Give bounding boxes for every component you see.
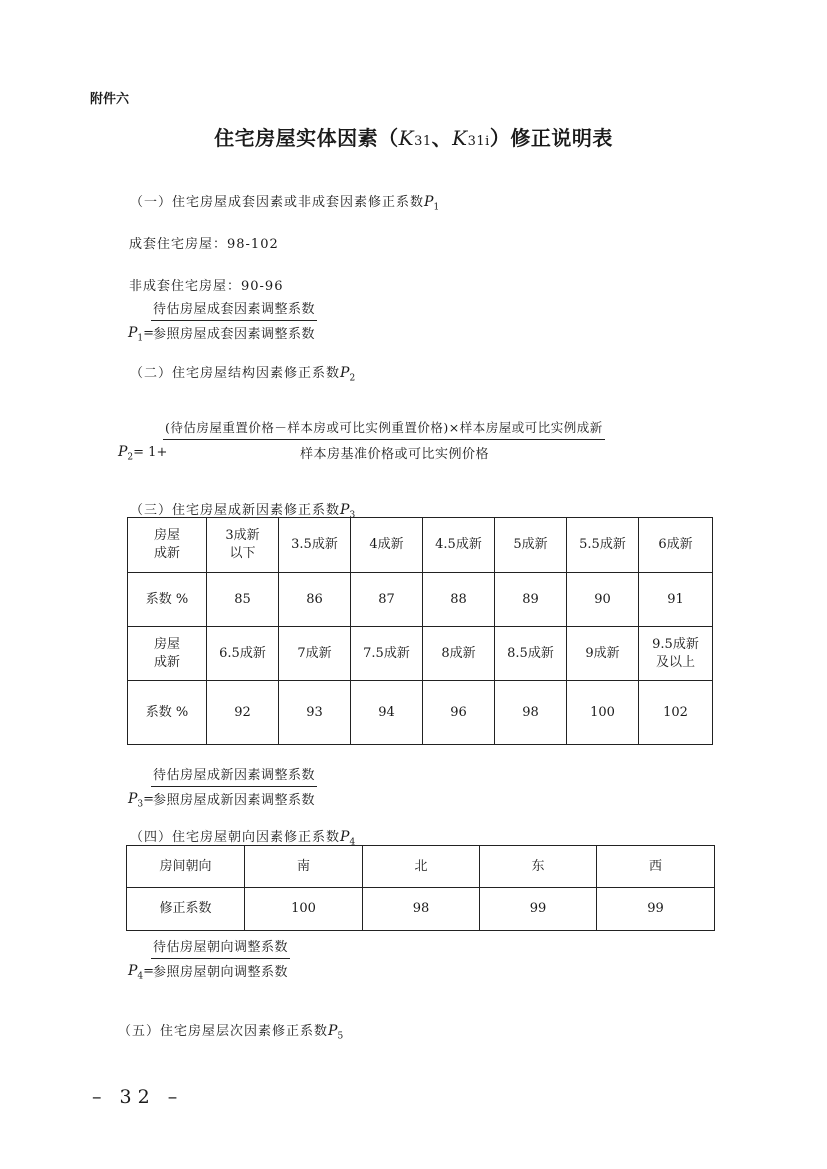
value-cell: 93: [279, 681, 351, 745]
p1-label: $P_1=$: [128, 325, 155, 344]
page-number: – 32 –: [92, 1086, 184, 1108]
row-label-coefficient: 系数 %: [128, 681, 207, 745]
condition-value-row-2: [128, 681, 713, 745]
value-cell: 86: [279, 573, 351, 627]
section-2-heading: （二）住宅房屋结构因素修正系数$P_2$: [130, 365, 357, 384]
condition-cell: 8.5成新: [495, 627, 567, 681]
p2-numerator: (待估房屋重置价格－样本房或可比实例重置价格)×样本房屋或可比实例成新: [163, 418, 605, 440]
p1-denominator: 参照房屋成套因素调整系数: [153, 327, 316, 342]
value-cell: 87: [351, 573, 423, 627]
value-cell: 89: [495, 573, 567, 627]
condition-value-row-1: [128, 573, 713, 627]
section-4-heading: （四）住宅房屋朝向因素修正系数$P_4$: [130, 829, 357, 848]
section-3-heading: （三）住宅房屋成新因素修正系数$P_3$: [130, 502, 357, 521]
value-cell: 102: [639, 681, 713, 745]
p1-numerator: 待估房屋成套因素调整系数: [151, 298, 317, 321]
value-cell: 99: [480, 888, 597, 931]
value-cell: 96: [423, 681, 495, 745]
condition-header-row-1: [128, 518, 713, 573]
condition-cell: 8成新: [423, 627, 495, 681]
value-cell: 88: [423, 573, 495, 627]
value-cell: 92: [207, 681, 279, 745]
condition-cell: 7.5成新: [351, 627, 423, 681]
condition-cell: 6.5成新: [207, 627, 279, 681]
p3-denominator: 参照房屋成新因素调整系数: [153, 793, 316, 808]
orientation-table: [126, 845, 715, 931]
value-cell: 98: [495, 681, 567, 745]
p4-denominator: 参照房屋朝向调整系数: [153, 965, 289, 980]
direction-cell: 东: [480, 846, 597, 888]
value-cell: 91: [639, 573, 713, 627]
row-label-condition: 房屋 成新: [128, 518, 207, 573]
condition-cell: 4.5成新: [423, 518, 495, 573]
row-label-coefficient: 系数 %: [128, 573, 207, 627]
p3-label: $P_3=$: [128, 791, 155, 810]
row-label-condition: 房屋 成新: [128, 627, 207, 681]
p2-denominator: 样本房基准价格或可比实例价格: [300, 447, 490, 462]
condition-cell: 9.5成新 及以上: [639, 627, 713, 681]
value-cell: 100: [245, 888, 363, 931]
p4-numerator: 待估房屋朝向调整系数: [151, 936, 290, 959]
complete-housing-range: 成套住宅房屋：98-102: [129, 237, 279, 252]
direction-cell: 南: [245, 846, 363, 888]
value-cell: 90: [567, 573, 639, 627]
section-1-heading: （一）住宅房屋成套因素或非成套因素修正系数$P_1$: [130, 194, 441, 213]
attachment-label: 附件六: [90, 92, 130, 107]
value-cell: 100: [567, 681, 639, 745]
condition-cell: 5成新: [495, 518, 567, 573]
value-cell: 98: [363, 888, 480, 931]
p4-label: $P_4=$: [128, 963, 155, 982]
coefficient-label: 修正系数: [127, 888, 245, 931]
condition-cell: 7成新: [279, 627, 351, 681]
condition-table: [127, 517, 713, 745]
value-cell: 99: [597, 888, 715, 931]
incomplete-housing-range: 非成套住宅房屋：90-96: [129, 279, 284, 294]
value-cell: 94: [351, 681, 423, 745]
condition-cell: 6成新: [639, 518, 713, 573]
direction-cell: 北: [363, 846, 480, 888]
condition-cell: 3成新 以下: [207, 518, 279, 573]
orientation-label: 房间朝向: [127, 846, 245, 888]
condition-cell: 9成新: [567, 627, 639, 681]
orientation-header-row: [127, 846, 715, 888]
condition-header-row-2: [128, 627, 713, 681]
orientation-value-row: [127, 888, 715, 931]
direction-cell: 西: [597, 846, 715, 888]
condition-cell: 4成新: [351, 518, 423, 573]
p2-label: $P_2= 1+$: [118, 444, 168, 463]
condition-cell: 5.5成新: [567, 518, 639, 573]
value-cell: 85: [207, 573, 279, 627]
section-5-heading: （五）住宅房屋层次因素修正系数$P_5$: [118, 1023, 345, 1042]
page-title: 住宅房屋实体因素（K31、K31i）修正说明表: [214, 126, 613, 150]
p3-numerator: 待估房屋成新因素调整系数: [151, 764, 317, 787]
condition-cell: 3.5成新: [279, 518, 351, 573]
